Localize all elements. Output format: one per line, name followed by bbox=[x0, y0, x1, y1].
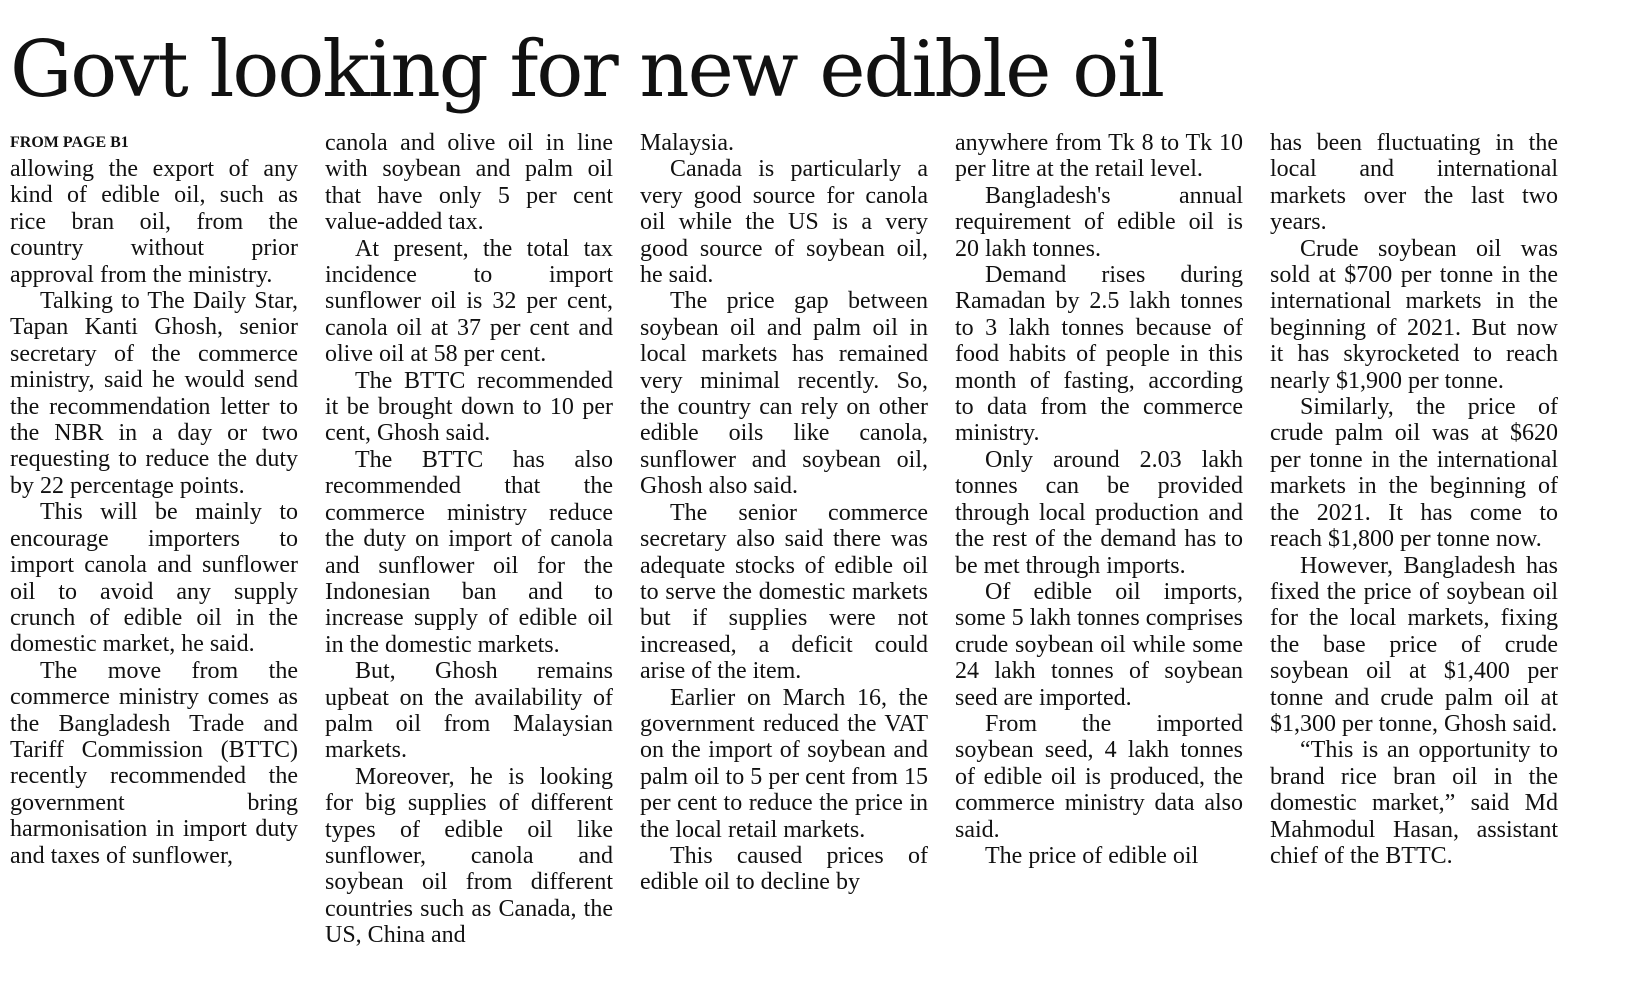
paragraph: But, Ghosh remains upbeat on the availability of palm oil from Malaysian markets. bbox=[325, 658, 613, 764]
paragraph: The price gap between soybean oil and palm oil in local markets has remained very minimal recently. So, the country can rely on other edible oils like canola, sunflower and soybean oil, Ghosh also said. bbox=[640, 288, 928, 500]
paragraph: Moreover, he is looking for big supplies of different types of edible oil like sunflower, canola and soybean oil from different countries such as Canada, the US, China and bbox=[325, 763, 613, 949]
article-column-4 bbox=[955, 130, 1243, 869]
paragraph: “This is an opportunity to brand rice bran oil in the domestic market,” said Md Mahmodul Hasan, assistant chief of the BTTC. bbox=[1270, 737, 1558, 869]
paragraph: Similarly, the price of crude palm oil was at $620 per tonne in the international markets in the beginning of the 2021. It has come to reach $1,800 per tonne now. bbox=[1270, 394, 1558, 553]
paragraph: has been fluctuating in the local and international markets over the last two years. bbox=[1270, 130, 1558, 236]
paragraph: However, Bangladesh has fixed the price of soybean oil for the local markets, fixing the base price of crude soybean oil at $1,400 per tonne and crude palm oil at $1,300 per tonne, Ghosh said. bbox=[1270, 552, 1558, 737]
paragraph: Demand rises during Ramadan by 2.5 lakh tonnes to 3 lakh tonnes because of food habits of people in this month of fasting, according to data from the commerce ministry. bbox=[955, 262, 1243, 447]
paragraph: The move from the commerce ministry comes as the Bangladesh Trade and Tariff Commission (BTTC) recently recommended the government bring harmonisation in import duty and taxes of sunflower, bbox=[10, 657, 298, 869]
paragraph: Earlier on March 16, the government reduced the VAT on the import of soybean and palm oil to 5 per cent from 15 per cent to reduce the price in the local retail markets. bbox=[640, 684, 928, 843]
jumpline: FROM PAGE B1 bbox=[10, 134, 129, 151]
paragraph: The senior commerce secretary also said there was adequate stocks of edible oil to serve the domestic markets but if supplies were not increased, a deficit could arise of the item. bbox=[640, 499, 928, 685]
paragraph: From the imported soybean seed, 4 lakh tonnes of edible oil is produced, the commerce ministry data also said. bbox=[955, 710, 1243, 843]
paragraph: Talking to The Daily Star, Tapan Kanti Ghosh, senior secretary of the commerce ministry, said he would send the recommendation letter to the NBR in a day or two requesting to reduce the duty by 22 percentage points. bbox=[10, 288, 298, 499]
paragraph: canola and olive oil in line with soybean and palm oil that have only 5 per cent value-added tax. bbox=[325, 130, 613, 236]
paragraph: The BTTC recommended it be brought down to 10 per cent, Ghosh said. bbox=[325, 367, 613, 447]
paragraph: Canada is particularly a very good source for canola oil while the US is a very good source of soybean oil, he said. bbox=[640, 156, 928, 289]
paragraph: The price of edible oil bbox=[985, 842, 1199, 869]
paragraph: Of edible oil imports, some 5 lakh tonnes comprises crude soybean oil while some 24 lakh tonnes of soybean seed are imported. bbox=[955, 578, 1243, 711]
paragraph: allowing the export of any kind of edible oil, such as rice bran oil, from the country without prior approval from the ministry. bbox=[10, 156, 298, 288]
paragraph: The BTTC has also recommended that the commerce ministry reduce the duty on import of canola and sunflower oil for the Indonesian ban and to increase supply of edible oil in the domestic markets. bbox=[325, 446, 613, 658]
paragraph: This will be mainly to encourage importers to import canola and sunflower oil to avoid any supply crunch of edible oil in the domestic market, he said. bbox=[10, 499, 298, 658]
article-column-5 bbox=[1270, 130, 1558, 869]
article-column-3 bbox=[640, 130, 928, 896]
article-column-1 bbox=[10, 130, 298, 869]
paragraph: Bangladesh's annual requirement of edible oil is 20 lakh tonnes. bbox=[955, 182, 1243, 262]
paragraph: Only around 2.03 lakh tonnes can be provided through local production and the rest of the demand has to be met through imports. bbox=[955, 446, 1243, 579]
paragraph: This caused prices of edible oil to decline by bbox=[640, 842, 928, 896]
paragraph: Crude soybean oil was sold at $700 per tonne in the international markets in the beginning of 2021. But now it has skyrocketed to reach nearly $1,900 per tonne. bbox=[1270, 235, 1558, 394]
headline: Govt looking for new edible oil bbox=[10, 25, 1164, 115]
paragraph: Malaysia. bbox=[640, 130, 734, 156]
paragraph: anywhere from Tk 8 to Tk 10 per litre at the retail level. bbox=[955, 130, 1243, 183]
paragraph: At present, the total tax incidence to import sunflower oil is 32 per cent, canola oil at 37 per cent and olive oil at 58 per cent. bbox=[325, 235, 613, 368]
article-column-2 bbox=[325, 130, 613, 949]
